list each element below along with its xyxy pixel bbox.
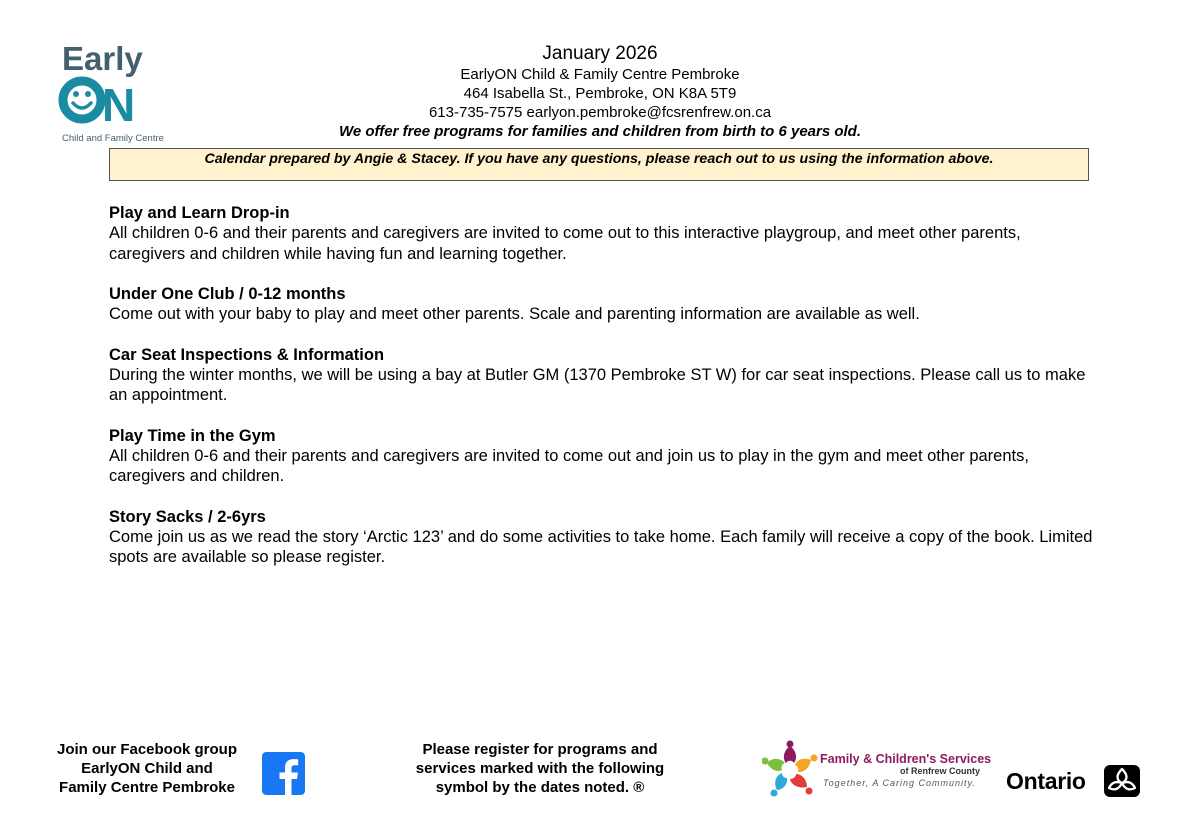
program-item [109, 345, 1099, 406]
register-line: services marked with the following [415, 760, 665, 777]
program-title: Under One Club / 0-12 months [109, 285, 346, 303]
program-list [109, 203, 1099, 588]
program-description: All children 0-6 and their parents and caregivers are invited to come out and join us to play in the gym and meet other parents, caregivers and children. [109, 446, 1029, 485]
register-line: symbol by the dates noted. ® [435, 779, 645, 796]
fcs-people-ring-icon [762, 741, 818, 797]
program-title: Car Seat Inspections & Information [109, 345, 385, 364]
program-title: Play Time in the Gym [109, 426, 276, 445]
fcs-tagline: Together, A Caring Community. [823, 778, 976, 788]
program-description: Come out with your baby to play and meet other parents. Scale and parenting information are available as well. [109, 305, 920, 323]
facebook-line: EarlyON Child and [81, 760, 213, 777]
program-item [109, 203, 1099, 264]
logo-on-text: N [102, 79, 136, 131]
offer-statement: We offer free programs for families and children from birth to 6 years old. [338, 123, 862, 140]
program-title: Play and Learn Drop-in [109, 204, 290, 222]
register-line: Please register for programs and [422, 741, 658, 758]
facebook-line: Family Centre Pembroke [59, 779, 235, 796]
program-item [109, 426, 1099, 487]
logo-early-text: Early [62, 40, 143, 77]
logo-smiley-icon [63, 81, 101, 119]
prepared-by-notice: Calendar prepared by Angie & Stacey. If you have any questions, please reach out to us using the information above. [109, 148, 1089, 181]
fcs-subtitle: of Renfrew County [900, 766, 980, 776]
centre-address: 464 Isabella St., Pembroke, ON K8A 5T9 [463, 85, 737, 102]
program-description: Come join us as we read the story ‘Arctic 123’ and do some activities to take home. Each family will receive a copy of the book. Limited spots are available so please register. [109, 527, 1093, 566]
facebook-icon[interactable] [262, 752, 305, 795]
program-description: All children 0-6 and their parents and caregivers are invited to come out to this interactive playgroup, and meet other parents, caregivers and children while having fun and learning together. [109, 224, 1021, 263]
register-notice [395, 740, 685, 797]
earlyon-logo [58, 40, 168, 146]
fcs-name: Family & Children's Services [820, 752, 992, 766]
calendar-month: January 2026 [542, 43, 658, 64]
program-title: Story Sacks / 2-6yrs [109, 507, 266, 526]
centre-contact: 613-735-7575 earlyon.pembroke@fcsrenfrew.on.ca [428, 104, 772, 121]
facebook-group-text [36, 740, 258, 797]
program-item [109, 507, 1099, 568]
program-description: During the winter months, we will be using a bay at Butler GM (1370 Pembroke ST W) for car seat inspections. Please call us to make an appointment. [109, 365, 1086, 404]
ontario-wordmark: Ontario [1006, 768, 1086, 794]
centre-name: EarlyON Child & Family Centre Pembroke [460, 66, 740, 83]
logo-subtitle: Child and Family Centre [62, 133, 164, 144]
header [300, 43, 900, 141]
facebook-line: Join our Facebook group [56, 741, 237, 758]
ontario-trillium-icon [1104, 765, 1140, 797]
program-item [109, 284, 1099, 325]
